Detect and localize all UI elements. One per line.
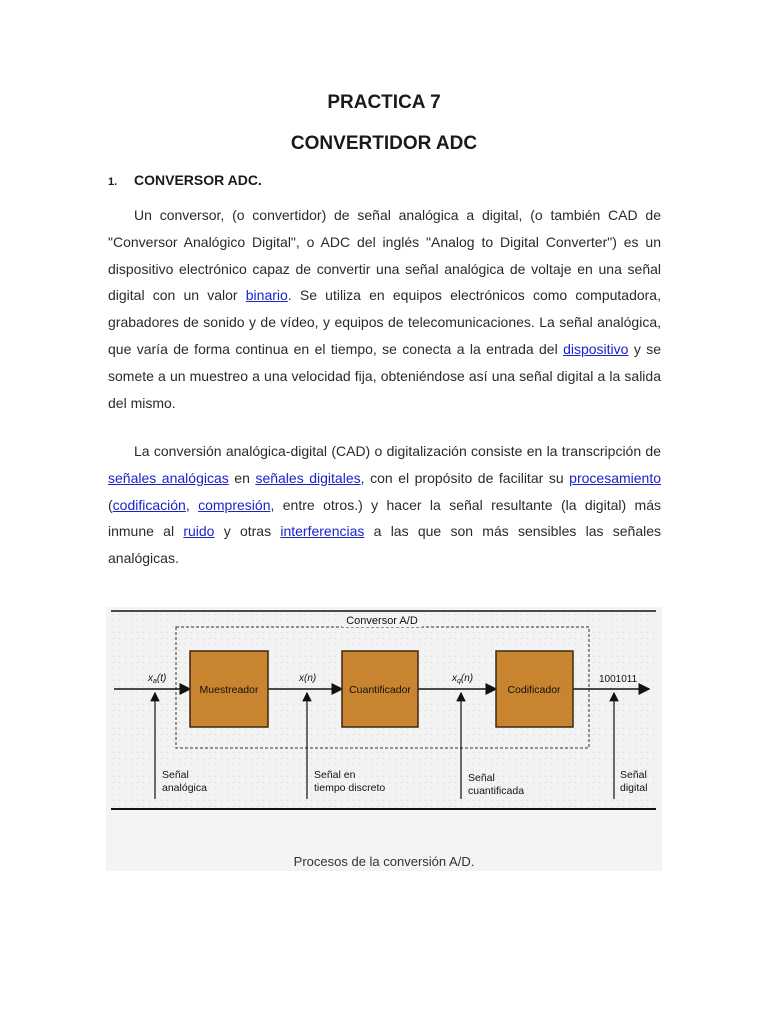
link-senales-digitales[interactable]: señales digitales xyxy=(255,469,361,486)
link-binario[interactable]: binario xyxy=(245,287,288,304)
label-line: Señal en xyxy=(314,769,356,781)
text-run: ( xyxy=(108,496,113,513)
signal-t: (t) xyxy=(156,673,167,684)
adc-block-diagram xyxy=(106,607,662,847)
paragraph-definition xyxy=(108,202,661,416)
text-run: y otras xyxy=(214,523,281,540)
signal-label-xq xyxy=(451,673,473,685)
page-subtitle: CONVERTIDOR ADC xyxy=(290,133,478,154)
text-run: La conversión analógica-digital (CAD) o digitalización consiste en la transcripción de xyxy=(134,443,661,459)
figure-caption: Procesos de la conversión A/D. xyxy=(293,854,475,869)
signal-label-xa xyxy=(147,673,166,685)
text-run: , con el propósito de facilitar su xyxy=(360,469,570,486)
page-title: PRACTICA 7 xyxy=(327,92,441,113)
text-run: . Se utiliza en equipos electrónicos como computadora, grabadores de sonido y de vídeo, y equipos de telecomunicaciones. La señal analógica, que varía de forma continua en el tiempo, se conecta a la entrada del xyxy=(108,287,661,357)
link-compresion[interactable]: compresión xyxy=(198,496,271,513)
text-run: a las que son más sensibles las señales analógicas. xyxy=(108,523,662,567)
subscript-a: a xyxy=(153,678,157,685)
section-heading xyxy=(108,172,262,188)
text-run: , entre otros.) y hacer la señal resultante (la digital) más inmune al xyxy=(108,496,661,540)
label-line: Señal xyxy=(620,769,647,781)
label-line: cuantificada xyxy=(468,785,525,797)
label-line: digital xyxy=(620,782,648,794)
section-number: 1. xyxy=(108,176,118,188)
block-label-muestreador: Muestreador xyxy=(199,684,259,696)
subscript-q: q xyxy=(457,678,461,685)
text-run: y se somete a un muestreo a una velocidad fija, obteniéndose así una señal digital a la salida del mismo. xyxy=(108,340,661,411)
signal-label-bits: 1001011 xyxy=(599,674,638,685)
link-senales-analogicas[interactable]: señales analógicas xyxy=(108,469,229,486)
block-label-codificador: Codificador xyxy=(507,684,561,696)
signal-x: x xyxy=(148,673,153,684)
paragraph-conversion xyxy=(108,438,661,572)
frame-label: Conversor A/D xyxy=(346,615,418,627)
link-interferencias[interactable]: interferencias xyxy=(280,523,365,540)
section-title: CONVERSOR ADC. xyxy=(134,172,262,188)
link-ruido[interactable]: ruido xyxy=(183,523,215,540)
label-line: tiempo discreto xyxy=(314,782,386,794)
link-procesamiento[interactable]: procesamiento xyxy=(569,469,661,486)
signal-n: (n) xyxy=(460,673,474,684)
signal-label-xn: x(n) xyxy=(299,673,317,684)
link-codificacion[interactable]: codificación xyxy=(112,496,186,513)
link-dispositivo[interactable]: dispositivo xyxy=(563,340,629,357)
label-line: Señal xyxy=(468,772,495,784)
adc-figure xyxy=(106,607,662,871)
label-line: Señal xyxy=(162,769,189,781)
text-run: Un conversor, (o convertidor) de señal analógica a digital, (o también CAD de "Conversor Analógico Digital", o ADC del inglés "Analog to Digital Converter") es un dispositivo electrónico capaz de convertir una señal analógica de voltaje en una señal digital con un valor xyxy=(108,207,661,304)
text-run: , xyxy=(185,496,199,513)
block-label-cuantificador: Cuantificador xyxy=(349,684,411,696)
label-senal-digital xyxy=(620,769,647,794)
text-run: en xyxy=(228,469,256,486)
signal-x: x xyxy=(452,673,457,684)
label-line: analógica xyxy=(162,782,207,794)
